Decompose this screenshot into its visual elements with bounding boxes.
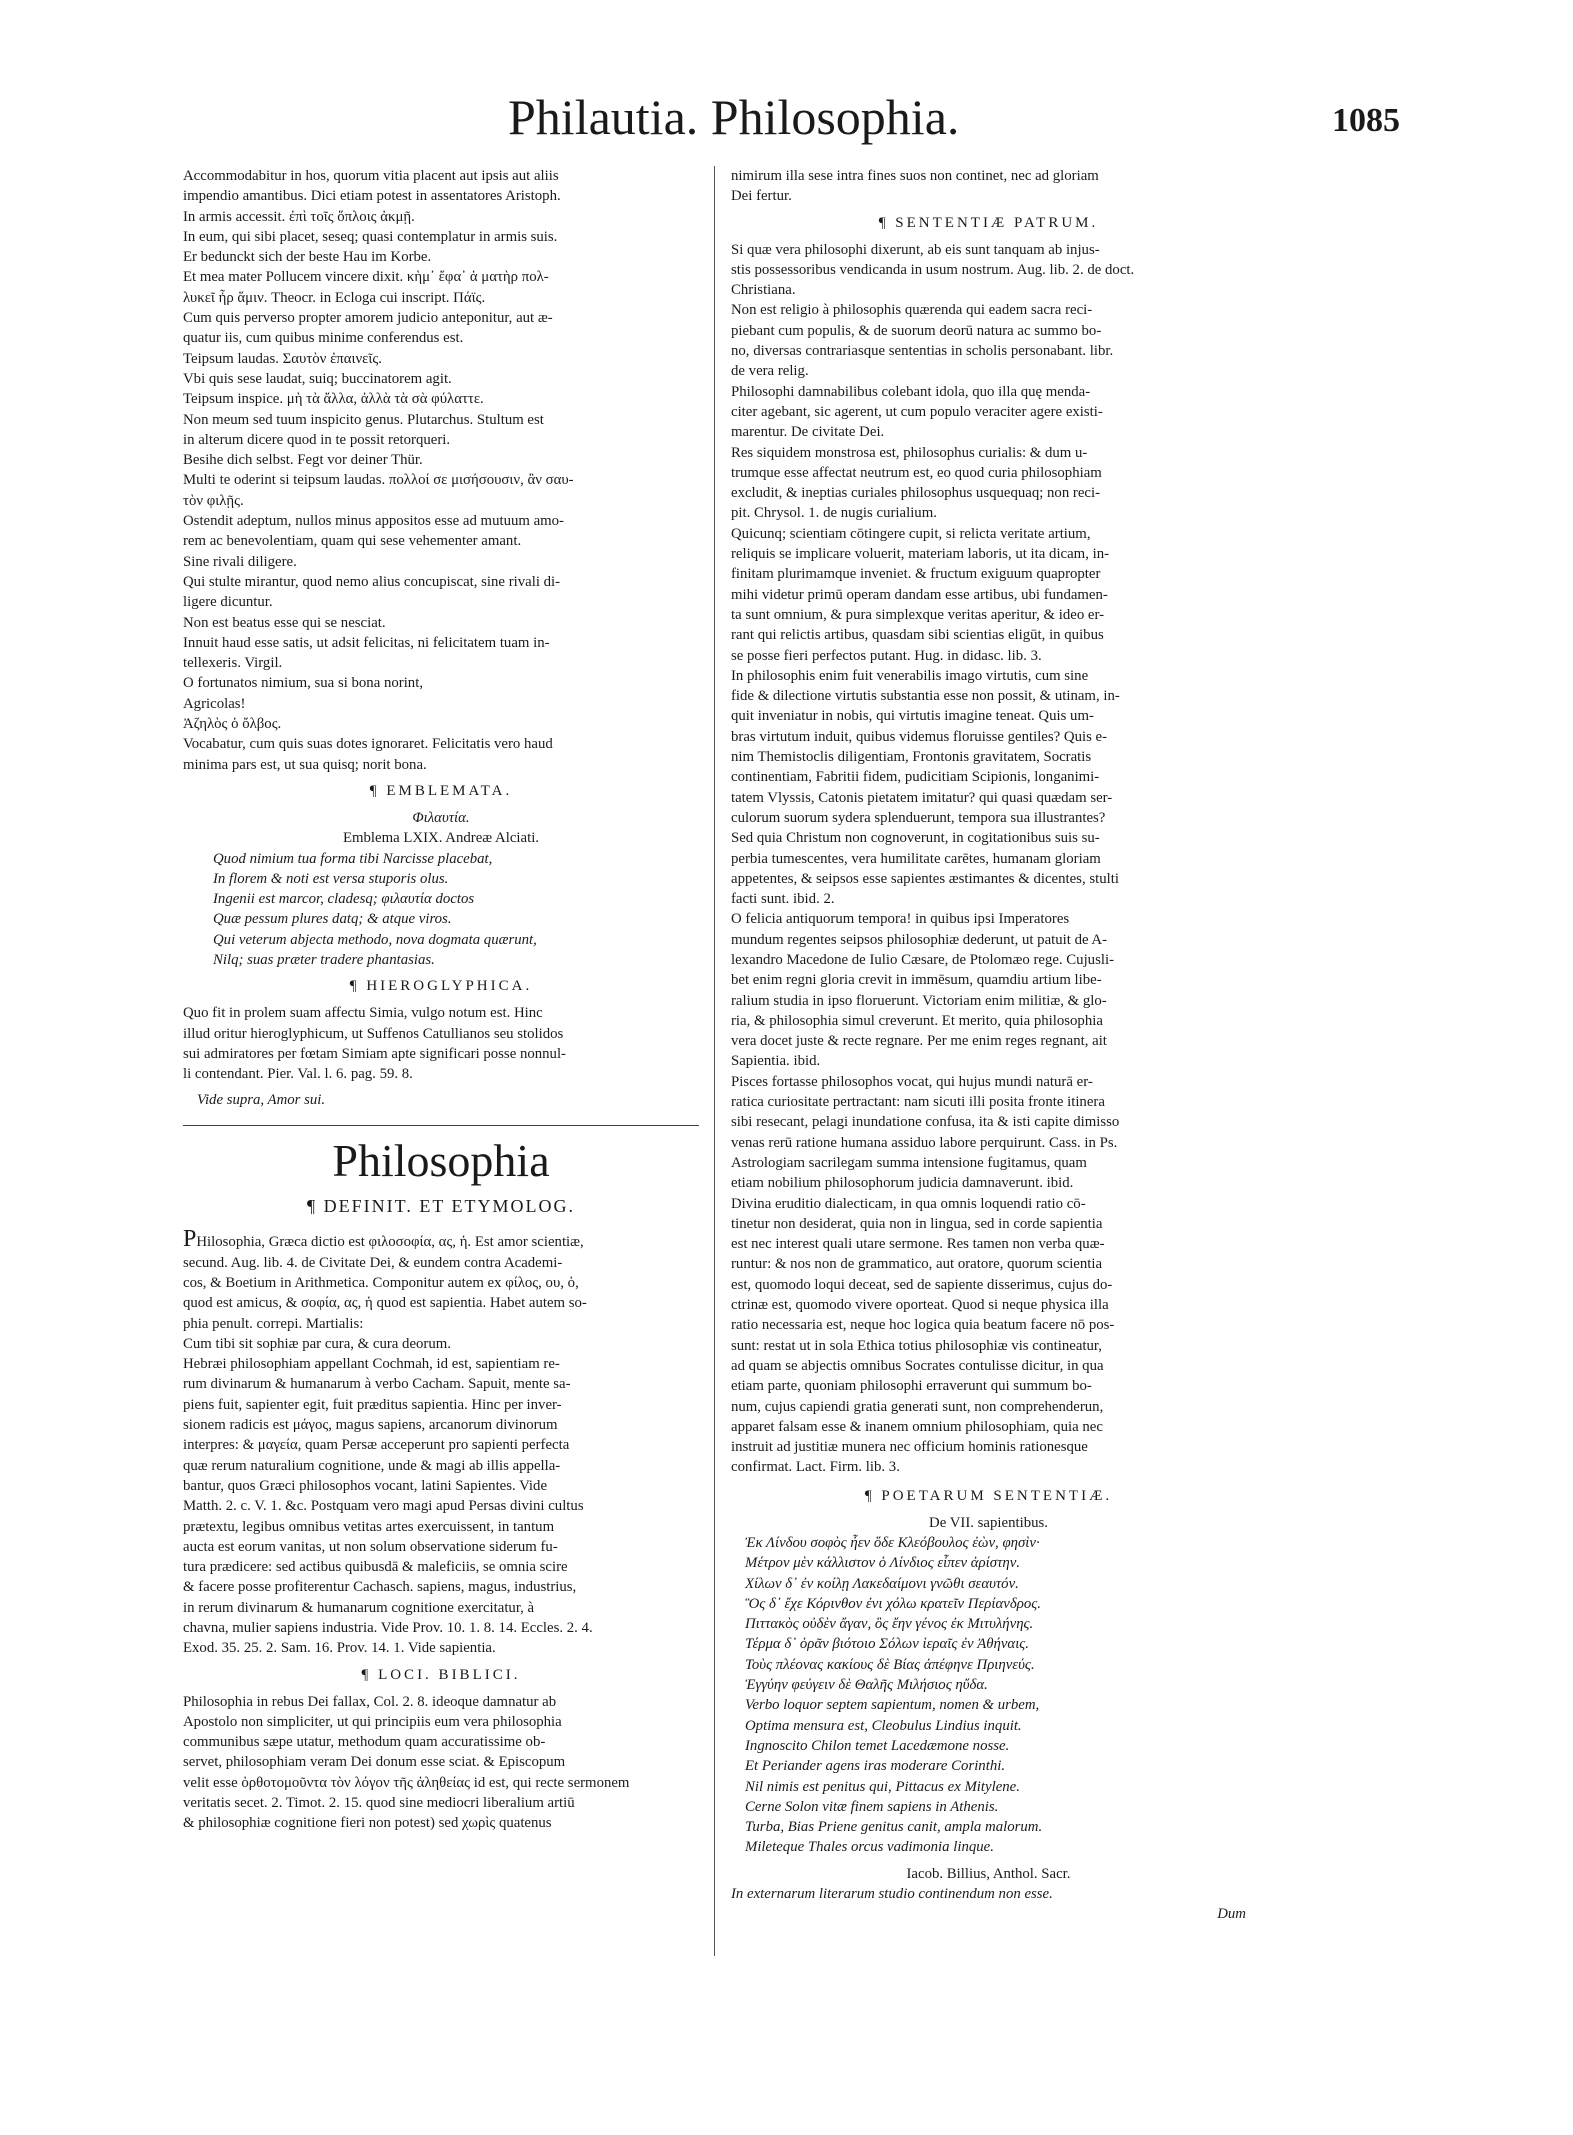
text-line: Si quæ vera philosophi dixerunt, ab eis sunt tanquam ab injus- — [731, 241, 1100, 258]
text-line: Ostendit adeptum, nullos minus appositos esse ad mutuum amo- — [183, 513, 564, 530]
text-line: quit inveniatur in nobis, qui virtutis imagine teneat. Quis um- — [731, 708, 1094, 725]
emblemata-text-block — [183, 828, 699, 970]
final-line: In externarum literarum studio continendum non esse. — [731, 1886, 1053, 1903]
left-column — [183, 166, 699, 1966]
text-line: Exod. 35. 25. 2. Sam. 16. Prov. 14. 1. Vide sapientia. — [183, 1640, 496, 1657]
column-divider — [714, 166, 715, 1956]
text-line: Apostolo non simpliciter, ut qui principiis eum vera philosophia — [183, 1713, 562, 1730]
text-line: Μέτρον μὲν κάλλιστον ὁ Λίνδιος εἶπεν ἀρίστην. — [745, 1555, 1020, 1572]
text-line: PHilosophia, Græca dictio est φιλοσοφία, ας, ἡ. Est amor scientiæ, — [183, 1229, 584, 1253]
text-line: sui admiratores per fœtam Simiam apte significari posse nonnul- — [183, 1045, 566, 1062]
text-line: finitam plurimamque inveniet. & fructum exiguum quapropter — [731, 566, 1101, 583]
text-line: marentur. De civitate Dei. — [731, 424, 885, 441]
text-line: Dei fertur. — [731, 188, 792, 205]
text-line: excludit, & ineptias curiales philosophus usquequaq; non reci- — [731, 485, 1101, 502]
text-line: Ἀζηλὸς ὁ ὄλβος. — [183, 716, 282, 733]
patrum-text-block — [731, 240, 1246, 1478]
hieroglyphica-heading: ¶ HIEROGLYPHICA. — [349, 978, 533, 995]
text-line: Qui veterum abjecta methodo, nova dogmata quærunt, — [213, 931, 537, 948]
text-line: tellexeris. Virgil. — [183, 655, 283, 672]
loci-text-block — [183, 1692, 699, 1834]
text-line: Ingnoscito Chilon temet Lacedæmone nosse. — [745, 1737, 1010, 1754]
text-line: instruit ad justitiæ munera nec officium hominis rationesque — [731, 1439, 1088, 1456]
text-line: Er bedunckt sich der beste Hau im Korbe. — [183, 249, 432, 266]
text-line: Hebræi philosophiam appellant Cochmah, id est, sapientiam re- — [183, 1356, 560, 1373]
text-line: etiam nobilium philosophorum judicia damnaverunt. ibid. — [731, 1175, 1074, 1192]
text-line: ratica curiositate pertractant: nam sicuti illi posita fronte itinera — [731, 1094, 1105, 1111]
text-line: aucta est eorum vanitas, ut non solum observatione siderum fu- — [183, 1538, 558, 1555]
text-line: Sine rivali diligere. — [183, 553, 297, 570]
text-line: Τέρμα δ᾽ ὁρᾶν βιότοιο Σόλων ἱεραῖς ἐν Ἀθήναις. — [745, 1636, 1030, 1653]
poetarum-heading: ¶ POETARUM SENTENTIÆ. — [864, 1487, 1113, 1504]
text-line: Matth. 2. c. V. 1. &c. Postquam vero magi apud Persas divini cultus — [183, 1498, 584, 1515]
text-line: tinetur non desiderat, quia non in lingua, sed in corde sapientia — [731, 1215, 1103, 1232]
text-line: Ὃς δ᾽ ἔχε Κόρινθον ἐνι χόλω κρατεῖν Περίανδρος. — [745, 1595, 1041, 1612]
text-line: bet enim regni gloria crevit in immēsum, quamdiu artium libe- — [731, 972, 1102, 989]
text-line: Verbo loquor septem sapientum, nomen & urbem, — [745, 1697, 1040, 1714]
text-line: ratio necessaria est, neque hoc logica quia beatum facere nō pos- — [731, 1317, 1115, 1334]
text-line: Cum tibi sit sophiæ par cura, & cura deorum. — [183, 1335, 451, 1352]
text-line: Innuit haud esse satis, ut adsit felicitas, ni felicitatem tuam in- — [183, 634, 550, 651]
text-line: secund. Aug. lib. 4. de Civitate Dei, & eundem contra Academi- — [183, 1254, 563, 1271]
text-line: O fortunatos nimium, sua si bona norint, — [183, 675, 424, 692]
text-line: tura prædicere: sed actibus quibusdā & maleficiis, se omnia scire — [183, 1559, 568, 1576]
text-line: Τοὺς πλέονας κακίους δὲ Βίας ἀπέφηνε Πριηνεύς. — [745, 1656, 1035, 1673]
text-line: Ingenii est marcor, cladesq; φιλαυτία doctos — [213, 891, 475, 908]
text-line: In philosophis enim fuit venerabilis imago virtutis, cum sine — [731, 667, 1089, 684]
text-line: no, diversas contrariasque sententias in scholis personabant. libr. — [731, 343, 1114, 360]
text-line: runtur: & nos non de grammatico, aut oratore, quorum scientia — [731, 1256, 1103, 1273]
text-line: piebant cum populis, & de suorum deorū natura ac summo bo- — [731, 322, 1102, 339]
text-line: confirmat. Lact. Firm. lib. 3. — [731, 1459, 900, 1476]
running-header — [508, 89, 1400, 164]
text-line: piens fuit, sapienter egit, fuit præditus sapientia. Hinc per inver- — [183, 1396, 562, 1413]
text-line: communibus sæpe utatur, methodum quam accuratissime ob- — [183, 1734, 546, 1751]
text-line: Nilq; suas præter tradere phantasias. — [213, 951, 435, 968]
text-line: nimirum illa sese intra fines suos non continet, nec ad gloriam — [731, 168, 1099, 184]
text-line: Optima mensura est, Cleobulus Lindius inquit. — [745, 1717, 1022, 1734]
text-line: Divina eruditio dialecticam, in qua omnis loquendi ratio cō- — [731, 1195, 1086, 1212]
text-line: ligere dicuntur. — [183, 594, 273, 611]
text-line: Philosophia in rebus Dei fallax, Col. 2. 8. ideoque damnatur ab — [183, 1693, 557, 1710]
text-line: in alterum dicere quod in te possit retorqueri. — [183, 431, 451, 448]
text-line: facti sunt. ibid. 2. — [731, 891, 835, 908]
text-line: li contendant. Pier. Val. l. 6. pag. 59. 8. — [183, 1066, 413, 1083]
text-line: τὸν φιλῇς. — [183, 492, 244, 509]
text-line: fide & dilectione virtutis substantia esse non possit, & utinam, in- — [731, 688, 1120, 705]
text-line: citer agebant, sic agerent, ut cum populo veraciter agere existi- — [731, 403, 1103, 420]
text-line: bantur, quos Græci philosophos vocant, latini Sapientes. Vide — [183, 1477, 548, 1494]
text-line: λυκεῖ ἦρ ἅμιν. Theocr. in Ecloga cui inscript. Πάϊς. — [183, 289, 486, 306]
text-line: venas rerū ratione humana assiduo labore perquirunt. Cass. in Ps. — [731, 1134, 1118, 1151]
right-column — [731, 166, 1246, 1966]
text-line: continentiam, Fabritii fidem, pudicitiam Scipionis, longanimi- — [731, 769, 1100, 786]
poetarum-text-block — [731, 1533, 1246, 1858]
text-line: ralium studia in ipso floruerunt. Victoriam enim militiæ, & glo- — [731, 992, 1107, 1009]
text-line: bras virtutum induit, quibus videmus floruisse gentiles? Quis e- — [731, 728, 1108, 745]
text-line: Quicunq; scientiam cōtingere cupit, si relicta veritate artium, — [731, 525, 1091, 542]
text-line: Vbi quis sese laudat, suiq; buccinatorem agit. — [183, 370, 452, 387]
text-line: ad quam se abjectis omnibus Socrates contulisse dicitur, in qua — [731, 1357, 1104, 1374]
emblemata-subheading: Φιλαυτία. — [412, 809, 470, 826]
text-line: O felicia antiquorum tempora! in quibus ipsi Imperatores — [731, 911, 1070, 928]
text-line: num, cujus capiendi gratia generati sunt, non comprehenderun, — [731, 1398, 1104, 1415]
text-line: Teipsum inspice. μὴ τὰ ἄλλα, ἀλλὰ τὰ σὰ φύλαττε. — [183, 391, 484, 408]
definit-heading: ¶ DEFINIT. ET ETYMOLOG. — [307, 1196, 575, 1217]
text-line: sionem radicis est μάγος, magus sapiens, arcanorum divinorum — [183, 1417, 558, 1434]
text-line: Cum quis perverso propter amorem judicio anteponitur, aut æ- — [183, 310, 553, 327]
text-line: ria, & philosophia simul creverunt. Et merito, quia philosophia — [731, 1012, 1103, 1029]
text-line: mihi videtur primū operam dandam esse artibus, ubi fundamen- — [731, 586, 1108, 603]
text-line: Quæ pessum plures datq; & atque viros. — [213, 911, 452, 928]
text-line: culorum suorum sydera splenduerunt, tempora sua illustrantes? — [731, 809, 1106, 826]
text-line: & facere posse profiterentur Cachasch. sapiens, magus, industrius, — [183, 1579, 577, 1596]
text-line: sunt: restat ut in sola Ethica totius philosophiæ vis contineatur, — [731, 1337, 1102, 1354]
text-line: Turba, Bias Priene genitus canit, ampla malorum. — [745, 1819, 1043, 1836]
text-line: rant qui relictis artibus, quasdam sibi scientias eligūt, in quibus — [731, 627, 1104, 644]
text-line: ta sunt omnium, & pura simplexque veritas aperitur, & ideo er- — [731, 606, 1105, 623]
text-line: de vera relig. — [731, 363, 809, 380]
text-line: etiam parte, quoniam philosophi erraverunt qui summum bo- — [731, 1378, 1092, 1395]
text-line: quod est amicus, & σοφία, ας, ἡ quod est sapientia. Habet autem so- — [183, 1295, 587, 1312]
poetarum-subheading: De VII. sapientibus. — [929, 1514, 1048, 1531]
text-line: Teipsum laudas. Σαυτὸν ἐπαινεῖς. — [183, 350, 382, 367]
text-line: rem ac benevolentiam, quam qui sese vehementer amant. — [183, 533, 522, 550]
text-line: est, quomodo loqui deceat, sed de sapiente disserimus, cujus do- — [731, 1276, 1113, 1293]
text-line: sibi resecant, pelagi inundatione confusa, ita & isti capite dimisso — [731, 1114, 1120, 1131]
text-line: mundum regentes seipsos philosophiæ dederunt, ut patuit de A- — [731, 931, 1108, 948]
text-line: quatur iis, cum quibus minime conferendus est. — [183, 330, 464, 347]
hieroglyphica-text-block — [183, 1003, 699, 1084]
text-line: Quo fit in prolem suam affectu Simia, vulgo notum est. Hinc — [183, 1005, 543, 1022]
text-line: Non est beatus esse qui se nesciat. — [183, 614, 386, 631]
text-line: Mileteque Thales orcus vadimonia linque. — [745, 1839, 994, 1856]
text-line: Χίλων δ᾽ ἐν κοίλῃ Λακεδαίμονι γνῶθι σεαυτόν. — [745, 1575, 1019, 1592]
text-line: cos, & Boetium in Arithmetica. Componitur autem ex φίλος, ου, ὁ, — [183, 1274, 579, 1291]
emblemata-heading: ¶ EMBLEMATA. — [369, 782, 513, 799]
definit-text-block — [183, 1229, 699, 1658]
text-line: minima pars est, ut sua quisq; norit bona. — [183, 756, 427, 773]
text-line: appetentes, & seipsos esse sapientes æstimantes & dicentes, stulti — [731, 870, 1119, 887]
text-line: rum divinarum & humanarum à verbo Cacham. Sapuit, mente sa- — [183, 1376, 571, 1393]
text-line: interpres: & μαγεία, quam Persæ acceperunt pro sapienti perfecta — [183, 1437, 570, 1454]
text-line: Non meum sed tuum inspicito genus. Plutarchus. Stultum est — [183, 411, 544, 428]
text-line: vera docet juste & recte regnare. Per me enim reges regnant, ait — [731, 1033, 1107, 1050]
text-line: Et mea mater Pollucem vincere dixit. κὴμ᾽ ἔφα᾽ ἁ ματὴρ πολ- — [183, 269, 549, 286]
text-line: Sapientia. ibid. — [731, 1053, 821, 1070]
text-line: & philosophiæ cognitione fieri non potest) sed χωρὶς quatenus — [183, 1815, 552, 1832]
text-line: Multi te oderint si teipsum laudas. πολλοί σε μισήσουσιν, ἂν σαυ- — [183, 472, 574, 489]
section-rule — [183, 1125, 699, 1126]
text-line: phia penult. correpi. Martialis: — [183, 1315, 364, 1332]
text-line: impendio amantibus. Dici etiam potest in assentatores Aristoph. — [183, 188, 561, 205]
text-line: apparet falsam esse & inanem omnium philosophiam, quia nec — [731, 1418, 1103, 1435]
text-line: trumque esse affectat neutrum est, eo quod curia philosophiam — [731, 464, 1102, 481]
text-line: Vocabatur, cum quis suas dotes ignoraret. Felicitatis vero haud — [183, 736, 553, 753]
text-line: stis possessoribus vendicanda in usum nostrum. Aug. lib. 2. de doct. — [731, 261, 1135, 278]
text-line: ctrinæ est, quomodo vivere oporteat. Quod si neque physica illa — [731, 1297, 1109, 1314]
text-line: se posse fieri perfectos putant. Hug. in didasc. lib. 3. — [731, 647, 1042, 664]
text-line: lexandro Macedone de Iulio Cæsare, de Ptolomæo rege. Cujusli- — [731, 951, 1114, 968]
philautia-text-block — [183, 166, 699, 775]
text-line: veritatis secet. 2. Timot. 2. 15. quod sine mediocri liberalium artiū — [183, 1795, 575, 1812]
text-line: Emblema LXIX. Andreæ Alciati. — [342, 830, 539, 847]
text-line: In florem & noti est versa stuporis olus. — [213, 870, 449, 887]
philosophia-title: Philosophia — [332, 1134, 550, 1186]
text-line: Cerne Solon vitæ finem sapiens in Athenis. — [745, 1798, 999, 1815]
text-line: Agricolas! — [183, 695, 246, 712]
text-line: in rerum divinarum & humanarum cognitione exercitatur, à — [183, 1599, 535, 1616]
text-line: Pisces fortasse philosophos vocat, qui hujus mundi naturā er- — [731, 1073, 1093, 1090]
text-line: quæ rerum naturalium cognitione, unde & magi ab illis appella- — [183, 1457, 561, 1474]
loci-biblici-heading: ¶ LOCI. BIBLICI. — [361, 1666, 521, 1683]
text-line: In armis accessit. ἐπὶ τοῖς ὅπλοις ἀκμῇ. — [183, 208, 415, 225]
text-line: servet, philosophiam veram Dei donum esse sciat. & Episcopum — [183, 1754, 566, 1771]
text-line: perbia tumescentes, vera humilitate carētes, humanam gloriam — [731, 850, 1101, 867]
text-line: Philosophi damnabilibus colebant idola, quo illa quę menda- — [731, 383, 1091, 400]
text-line: prætextu, legibus omnibus vetitas artes exercuissent, in tantum — [183, 1518, 555, 1535]
vide-line: Vide supra, Amor sui. — [197, 1092, 326, 1109]
text-line: Quod nimium tua forma tibi Narcisse placebat, — [213, 850, 493, 867]
sententiae-patrum-heading: ¶ SENTENTIÆ PATRUM. — [878, 214, 1099, 231]
author-line: Iacob. Billius, Anthol. Sacr. — [906, 1865, 1071, 1882]
catchword: Dum — [1217, 1906, 1246, 1923]
text-line: tatem Vlyssis, Catonis pietatem imitatur? qui quasi quædam ser- — [731, 789, 1113, 806]
text-line: Besihe dich selbst. Fegt vor deiner Thür. — [183, 452, 423, 469]
text-line: Sed quia Christum non cognoverunt, in cogitationibus suis su- — [731, 830, 1100, 847]
text-line: In eum, qui sibi placet, seseq; quasi contemplatur in armis suis. — [183, 228, 558, 245]
text-line: Accommodabitur in hos, quorum vitia placent aut ipsis aut aliis — [183, 168, 559, 184]
text-line: nim Themistoclis diligentiam, Frontonis gravitatem, Socratis — [731, 749, 1092, 766]
text-line: chavna, mulier sapiens industria. Vide Prov. 10. 1. 8. 14. Eccles. 2. 4. — [183, 1620, 593, 1636]
text-line: est nec interest quali utare sermone. Res tamen non verba quæ- — [731, 1236, 1105, 1253]
text-line: reliquis se implicare voluerit, materiam laboris, ut ita dicam, in- — [731, 546, 1110, 563]
text-line: pit. Chrysol. 1. de nugis curialium. — [731, 505, 937, 522]
header-title: Philautia. Philosophia. — [508, 89, 960, 145]
text-line: Nil nimis est penitus qui, Pittacus ex Mitylene. — [745, 1778, 1020, 1795]
text-line: Qui stulte mirantur, quod nemo alius concupiscat, sine rivali di- — [183, 573, 561, 590]
text-line: Ἐγγύην φεύγειν δὲ Θαλῆς Μιλήσιος ηὔδα. — [745, 1677, 988, 1694]
text-line: Christiana. — [731, 282, 796, 299]
page-number: 1085 — [1332, 102, 1400, 139]
text-line: Et Periander agens iras moderare Corinthi. — [745, 1758, 1006, 1775]
text-line: Ἐκ Λίνδου σοφὸς ἦεν ὅδε Κλεόβουλος ἐὼν, φησὶν· — [745, 1535, 1040, 1551]
intro-text-block — [731, 166, 1246, 207]
text-line: Non est religio à philosophis quærenda qui eadem sacra reci- — [731, 302, 1093, 319]
text-line: Astrologiam sacrilegam summa intensione fugitamus, quam — [731, 1154, 1087, 1171]
text-line: illud oritur hieroglyphicum, ut Suffenos Catullianos seu stolidos — [183, 1025, 564, 1042]
text-line: Πιττακὸς οὐδὲν ἄγαν, ὃς ἔην γένος ἐκ Μιτυλήνης. — [745, 1616, 1034, 1633]
text-line: Res siquidem monstrosa est, philosophus curialis: & dum u- — [731, 444, 1088, 461]
text-line: velit esse ὀρθοτομοῦντα τὸν λόγον τῆς ἀληθείας id est, qui recte sermonem — [183, 1774, 630, 1791]
